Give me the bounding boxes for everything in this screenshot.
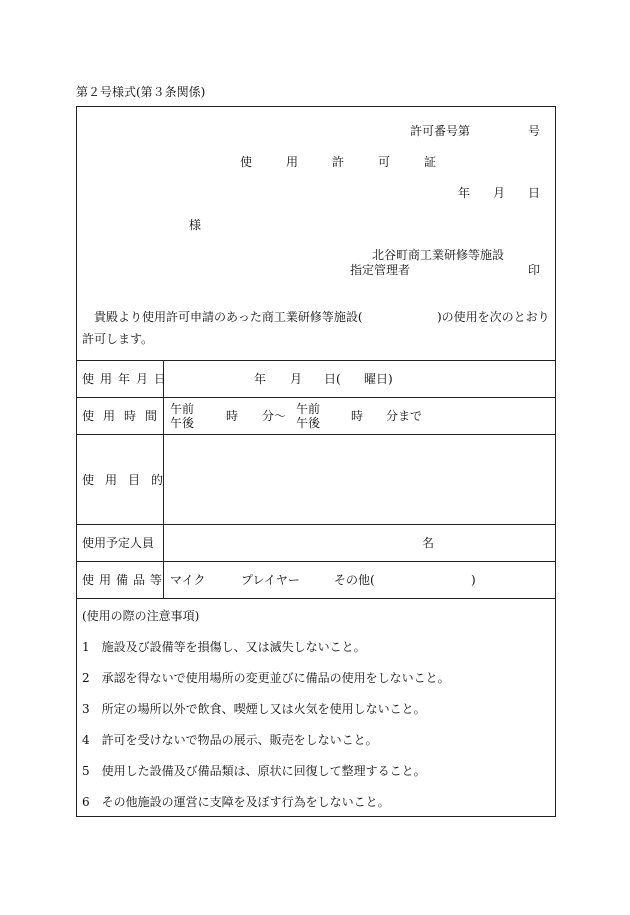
note-item: 1 施設及び設備等を損傷し、又は滅失しないこと。 <box>82 640 366 654</box>
time-to-minute: 分まで <box>386 409 423 423</box>
issuer-facility: 北谷町商工業研修等施設 <box>372 248 505 262</box>
issuer-manager: 指定管理者 <box>350 263 411 277</box>
date-month: 月 <box>290 372 303 386</box>
time-from-pm: 午後 <box>170 416 195 430</box>
time-to-ampm <box>296 402 320 430</box>
time-from-hour: 時 <box>226 409 239 423</box>
equipment-mic: マイク <box>170 573 206 587</box>
row-divider-3 <box>76 434 556 435</box>
row-divider-4 <box>76 524 556 525</box>
equipment-player: プレイヤー <box>241 573 300 587</box>
row-divider-6 <box>76 598 556 599</box>
row-label-time: 使用時間 <box>82 409 167 423</box>
time-from-minute: 分～ <box>262 409 287 423</box>
row-divider-5 <box>76 561 556 562</box>
row-divider-1 <box>76 360 556 361</box>
document-title: 使 用 許 可 証 <box>240 155 448 169</box>
note-item: 2 承認を得ないで使用場所の変更並びに備品の使用をしないこと。 <box>82 671 450 685</box>
row-divider-2 <box>76 397 556 398</box>
people-unit: 名 <box>422 536 435 550</box>
note-item: 3 所定の場所以外で飲食、喫煙し又は火気を使用しないこと。 <box>82 702 426 716</box>
time-to-am: 午前 <box>296 402 321 416</box>
time-to-pm: 午後 <box>296 416 321 430</box>
addressee-suffix: 様 <box>189 218 202 232</box>
form-label: 第２号様式(第３条関係) <box>76 85 206 99</box>
issue-month-label: 月 <box>493 186 506 200</box>
equipment-other-close: ) <box>471 573 476 587</box>
time-to-hour: 時 <box>351 409 364 423</box>
intro-line1-a: 貴殿より使用許可申請のあった商工業研修等施設( <box>94 310 363 324</box>
permit-number-suffix: 号 <box>528 124 541 138</box>
date-weekday: 曜日) <box>364 372 393 386</box>
date-year: 年 <box>254 372 267 386</box>
issue-year-label: 年 <box>458 186 471 200</box>
issue-day-label: 日 <box>528 186 541 200</box>
row-label-date: 使用年月日 <box>82 372 173 386</box>
row-label-equipment: 使用備品等 <box>82 573 168 587</box>
issuer-seal: 印 <box>528 263 541 277</box>
note-item: 6 その他施設の運営に支障を及ぼす行為をしないこと。 <box>82 795 390 809</box>
intro-line2: 許可します。 <box>82 332 154 346</box>
note-item: 5 使用した設備及び備品類は、原状に回復して整理すること。 <box>82 764 426 778</box>
equipment-other-open: その他( <box>334 573 375 587</box>
time-from-am: 午前 <box>170 402 195 416</box>
permit-number-prefix: 許可番号第 <box>410 124 471 138</box>
row-label-purpose: 使用目的 <box>82 473 175 487</box>
notes-heading: (使用の際の注意事項) <box>82 609 200 623</box>
date-day: 日( <box>324 372 341 386</box>
row-label-people: 使用予定人員 <box>82 536 155 550</box>
time-from-ampm <box>170 402 194 430</box>
intro-line1-b: )の使用を次のとおり <box>437 310 550 324</box>
note-item: 4 許可を受けないで物品の展示、販売をしないこと。 <box>82 733 378 747</box>
